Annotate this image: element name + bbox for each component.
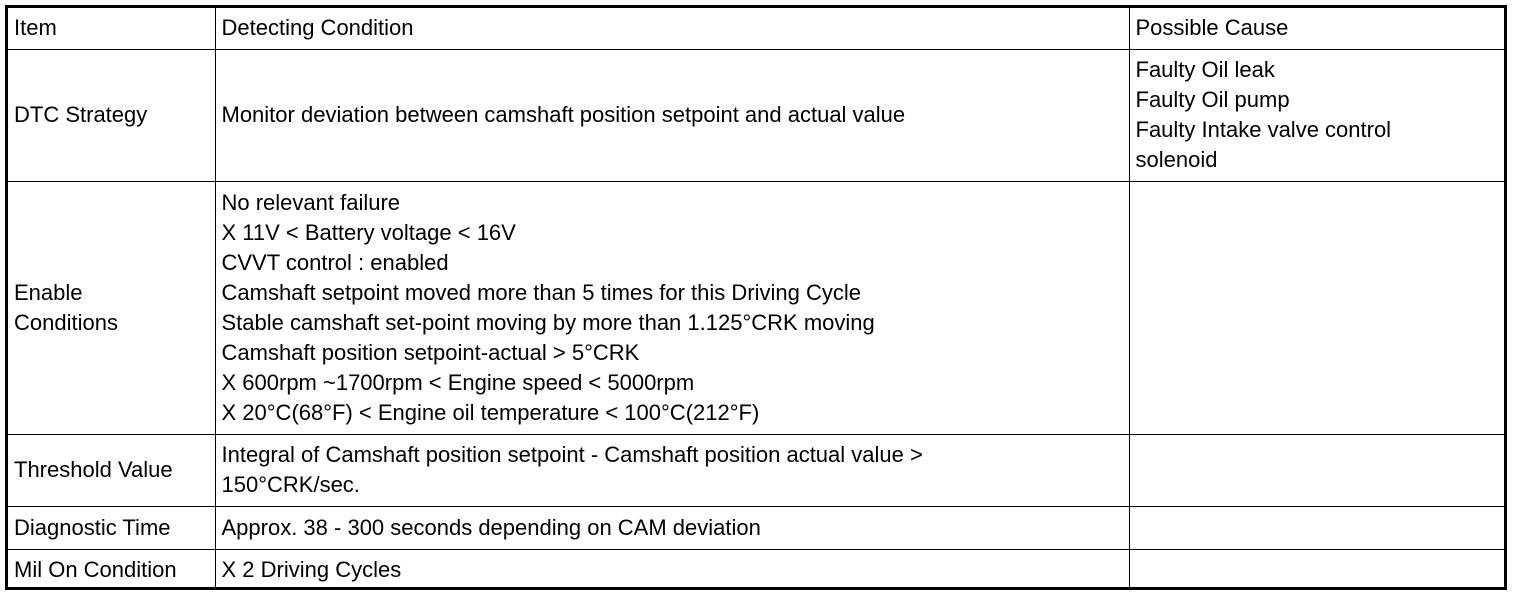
item-enable-conditions [8, 181, 215, 434]
condition-mil-on-condition [215, 549, 1129, 590]
table-row-diagnostic-time [8, 506, 1504, 549]
item-dtc-strategy: DTC Strategy [8, 49, 215, 181]
condition-line: X 600rpm ~1700rpm < Engine speed < 5000rpm [221, 369, 695, 395]
condition-line: X 20°C(68°F) < Engine oil temperature < 100°C(212°F) [221, 399, 760, 425]
cause-line: Faulty Oil pump [1135, 87, 1290, 112]
table-row-enable-conditions [8, 181, 1504, 434]
condition-line: Stable camshaft set-point moving by more than 1.125°CRK moving [221, 309, 875, 335]
item-line: Conditions [14, 309, 118, 335]
header-detecting-condition: Detecting Condition [215, 8, 1129, 49]
item-diagnostic-time: Diagnostic Time [8, 506, 215, 549]
cause-mil-on-condition [1129, 549, 1504, 590]
dtc-table [8, 8, 1504, 590]
cause-enable-conditions [1129, 181, 1504, 434]
cause-threshold-value [1129, 434, 1504, 506]
condition-line: X 2 Driving Cycles [221, 556, 402, 582]
condition-diagnostic-time [215, 506, 1129, 549]
condition-dtc-strategy [215, 49, 1129, 181]
table-header-row [8, 8, 1504, 49]
condition-line: X 11V < Battery voltage < 16V [221, 219, 516, 245]
cause-line: solenoid [1135, 147, 1218, 172]
item-mil-on-condition: Mil On Condition [8, 549, 215, 590]
cause-line: Faulty Intake valve control [1135, 117, 1392, 142]
header-item: Item [8, 8, 215, 49]
condition-line: CVVT control : enabled [221, 249, 449, 275]
cause-dtc-strategy [1129, 49, 1504, 181]
cause-line: Faulty Oil leak [1135, 57, 1275, 82]
item-threshold-value: Threshold Value [8, 434, 215, 506]
condition-line: Approx. 38 - 300 seconds depending on CAM deviation [221, 514, 761, 540]
cause-diagnostic-time [1129, 506, 1504, 549]
condition-line: No relevant failure [221, 189, 401, 215]
table-row-dtc-strategy [8, 49, 1504, 181]
table-row-threshold-value [8, 434, 1504, 506]
condition-line: Camshaft setpoint moved more than 5 times for this Driving Cycle [221, 279, 861, 305]
condition-line: Camshaft position setpoint-actual > 5°CRK [221, 339, 640, 365]
item-line: Enable [14, 279, 83, 305]
table-row-mil-on-condition [8, 549, 1504, 590]
condition-enable-conditions [215, 181, 1129, 434]
header-possible-cause: Possible Cause [1129, 8, 1504, 49]
condition-line: 150°CRK/sec. [221, 472, 360, 497]
condition-threshold-value [215, 434, 1129, 506]
dtc-table-container [5, 5, 1507, 590]
condition-line: Monitor deviation between camshaft position setpoint and actual value [221, 102, 906, 127]
condition-line: Integral of Camshaft position setpoint - Camshaft position actual value > [221, 442, 923, 467]
